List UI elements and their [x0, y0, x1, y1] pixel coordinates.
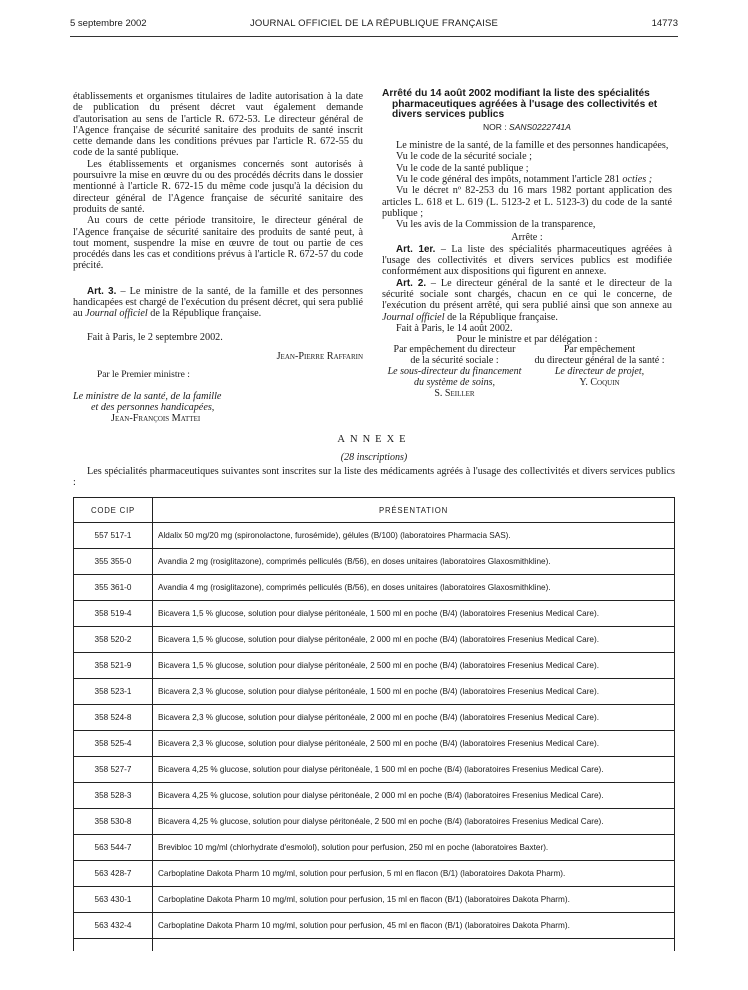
table-row [74, 705, 675, 731]
cell-presentation: Avandia 4 mg (rosiglitazone), comprimés pelliculés (B/56), en doses unitaires (laboratoires Glaxosmithkline). [153, 575, 675, 601]
cell-presentation: Bicavera 4,25 % glucose, solution pour dialyse péritonéale, 2 500 ml en poche (B/4) (laboratoires Fresenius Medical Care). [153, 809, 675, 835]
sig-right-line-2: du directeur général de la santé : [534, 355, 665, 367]
table-row [74, 601, 675, 627]
table-body [74, 523, 675, 952]
cell-code-cip: 358 523-1 [74, 679, 153, 705]
vu-3 [382, 174, 672, 185]
vu-3-octies: octies ; [622, 173, 653, 185]
left-par-le: Par le Premier ministre : [97, 370, 190, 381]
cell-code-cip: 358 524-8 [74, 705, 153, 731]
left-paragraph-2: Les établissements et organismes concernés sont autorisés à poursuivre la mise en œuvre du ou des procédés décrits dans le dossier mentionné à l'article R. 672-15 du même code jusqu'à la décision du directeur général de l'Agence française de sécurité sanitaire des produits de santé. [73, 158, 363, 215]
cell-presentation: Bicavera 2,3 % glucose, solution pour dialyse péritonéale, 2 500 ml en poche (B/4) (laboratoires Fresenius Medical Care). [153, 731, 675, 757]
left-paragraph-3: Au cours de cette période transitoire, le directeur général de l'Agence française de sécurité sanitaire des produits de santé peut, à tout moment, suspendre la mise en œuvre de tout ou partie de ces procédés dans les cas et conditions prévus à l'article R. 672-57 du code précité. [73, 215, 363, 272]
cell-empty [153, 939, 675, 952]
cell-code-cip: 358 519-4 [74, 601, 153, 627]
article-1-label: Art. 1er. [396, 243, 436, 255]
cip-table [73, 497, 675, 951]
cell-presentation: Carboplatine Dakota Pharm 10 mg/ml, solution pour perfusion, 5 ml en flacon (B/1) (laboratoires Dakota Pharm). [153, 861, 675, 887]
header-page-number: 14773 [651, 18, 678, 29]
cell-code-cip: 355 361-0 [74, 575, 153, 601]
nor-value: SANS0222741A [509, 121, 571, 132]
page-header [70, 18, 678, 32]
cell-presentation: Bicavera 1,5 % glucose, solution pour dialyse péritonéale, 2 000 ml en poche (B/4) (laboratoires Fresenius Medical Care). [153, 627, 675, 653]
left-column [73, 91, 363, 424]
nor-reference [382, 122, 672, 133]
article-2 [382, 278, 672, 323]
left-minister-name: Jean-François Mattei [111, 413, 201, 425]
cell-code-cip: 358 520-2 [74, 627, 153, 653]
header-code-cip: CODE CIP [74, 498, 153, 523]
sig-left-line-1: Par empêchement du directeur [393, 344, 516, 356]
right-column [382, 89, 672, 399]
right-fait: Fait à Paris, le 14 août 2002. [396, 322, 513, 334]
left-minister-line-1: Le ministre de la santé, de la famille [73, 390, 222, 402]
cell-presentation: Brevibloc 10 mg/ml (chlorhydrate d'esmolol), solution pour perfusion, 250 ml en poche (laboratoires Baxter). [153, 835, 675, 861]
cell-code-cip: 358 521-9 [74, 653, 153, 679]
cell-code-cip: 358 527-7 [74, 757, 153, 783]
table-row [74, 549, 675, 575]
article-1-text: – La liste des spécialités pharmaceutiques agréées à l'usage des collectivités et divers services publics est modifiée conformément aux dispositions qui figurent en annexe. [382, 243, 672, 278]
annexe-subtitle: (28 inscriptions) [340, 452, 408, 463]
cell-presentation: Bicavera 2,3 % glucose, solution pour dialyse péritonéale, 2 000 ml en poche (B/4) (laboratoires Fresenius Medical Care). [153, 705, 675, 731]
table-row [74, 731, 675, 757]
vu-5: Vu les avis de la Commission de la transparence, [396, 219, 596, 231]
sig-right-name: Y. Coquin [579, 376, 620, 388]
cell-code-cip: 358 530-8 [74, 809, 153, 835]
right-delegation: Pour le ministre et par délégation : [456, 334, 598, 346]
article-3-journal: Journal officiel [85, 308, 148, 320]
table-row [74, 575, 675, 601]
signature-left [382, 345, 527, 399]
article-3 [73, 286, 363, 320]
left-paragraph-1: établissements et organismes titulaires de ladite autorisation à la date de publication du présent décret vaut également demande d'autorisation au sens de l'article R. 672-53. Le directeur général de l'Agence française de sécurité sanitaire des produits de santé inscrit cette demande dans les conditions prévues par l'article R. 672-55 du code de la santé publique. [73, 91, 363, 159]
table-row [74, 783, 675, 809]
left-minister-line-2: et des personnes handicapées, [91, 401, 215, 413]
table-row [74, 835, 675, 861]
table-row [74, 757, 675, 783]
arrete-label: Arrête : [511, 232, 543, 244]
article-1 [382, 244, 672, 278]
table-row [74, 809, 675, 835]
article-3-text-a: – Le ministre de la santé, de la famille et des personnes handicapées est chargé de l'exécution du présent décret, qui sera publié au [73, 285, 363, 320]
table-row [74, 861, 675, 887]
vu-1: Vu le code de la sécurité sociale ; [396, 151, 533, 163]
article-3-text-b: de la République française. [147, 308, 262, 320]
cell-presentation: Bicavera 1,5 % glucose, solution pour dialyse péritonéale, 1 500 ml en poche (B/4) (laboratoires Fresenius Medical Care). [153, 601, 675, 627]
sig-left-line-3: Le sous-directeur du financement [387, 366, 522, 378]
vu-2: Vu le code de la santé publique ; [396, 162, 529, 174]
cell-presentation: Bicavera 4,25 % glucose, solution pour dialyse péritonéale, 2 000 ml en poche (B/4) (laboratoires Fresenius Medical Care). [153, 783, 675, 809]
header-date: 5 septembre 2002 [70, 18, 147, 29]
arrete-intro: Le ministre de la santé, de la famille et des personnes handicapées, [396, 140, 669, 152]
cell-code-cip: 358 525-4 [74, 731, 153, 757]
article-2-text-b: de la République française. [444, 311, 558, 323]
sig-left-line-2: de la sécurité sociale : [410, 355, 499, 367]
cell-empty [74, 939, 153, 952]
article-2-journal: Journal officiel [382, 311, 445, 323]
table-row [74, 913, 675, 939]
cell-code-cip: 563 432-4 [74, 913, 153, 939]
nor-label: NOR : [483, 121, 510, 132]
signatures [382, 345, 672, 399]
annexe-title: ANNEXE [337, 434, 411, 445]
table-row [74, 887, 675, 913]
cell-code-cip: 563 430-1 [74, 887, 153, 913]
cell-code-cip: 358 528-3 [74, 783, 153, 809]
cell-code-cip: 557 517-1 [74, 523, 153, 549]
article-3-label: Art. 3. [87, 285, 117, 297]
arrete-title-line-1: Arrêté du 14 août 2002 modifiant la liste des spécialités [382, 88, 650, 99]
cell-presentation: Carboplatine Dakota Pharm 10 mg/ml, solution pour perfusion, 45 ml en flacon (B/1) (laboratoires Dakota Pharm). [153, 913, 675, 939]
article-2-text-a: – Le directeur général de la santé et le directeur de la sécurité sociale sont chargés, chacun en ce qui le concerne, de l'exécution du présent arrêté, qui sera publié ainsi que son annexe au [382, 277, 672, 312]
cell-presentation: Bicavera 4,25 % glucose, solution pour dialyse péritonéale, 1 500 ml en poche (B/4) (laboratoires Fresenius Medical Care). [153, 757, 675, 783]
annexe-intro: Les spécialités pharmaceutiques suivantes sont inscrites sur la liste des médicaments agréés à l'usage des collectivités et divers services publics : [73, 466, 675, 488]
table-header-row [74, 498, 675, 523]
arrete-title [382, 89, 672, 121]
cell-presentation: Bicavera 1,5 % glucose, solution pour dialyse péritonéale, 2 500 ml en poche (B/4) (laboratoires Fresenius Medical Care). [153, 653, 675, 679]
sig-left-name: S. Seiller [434, 387, 475, 399]
arrete-title-line-3: divers services publics [392, 109, 505, 121]
vu-4: Vu le décret nº 82-253 du 16 mars 1982 portant application des articles L. 618 et L. 619 (L. 5123-2 et L. 5123-3) du code de la santé publique ; [382, 185, 672, 219]
signature-right [527, 345, 672, 399]
left-fait: Fait à Paris, le 2 septembre 2002. [87, 331, 223, 343]
table-row [74, 679, 675, 705]
arrete-title-line-2: pharmaceutiques agréées à l'usage des collectivités et [392, 98, 658, 110]
header-journal-title: JOURNAL OFFICIEL DE LA RÉPUBLIQUE FRANÇAISE [249, 18, 499, 29]
article-2-label: Art. 2. [396, 277, 427, 289]
sig-right-line-3: Le directeur de projet, [554, 366, 645, 378]
header-rule [70, 36, 678, 37]
header-presentation: PRÉSENTATION [153, 498, 675, 523]
cell-presentation: Avandia 2 mg (rosiglitazone), comprimés pelliculés (B/56), en doses unitaires (laboratoires Glaxosmithkline). [153, 549, 675, 575]
sig-right-line-1: Par empêchement [563, 344, 636, 356]
table-row [74, 523, 675, 549]
cell-code-cip: 355 355-0 [74, 549, 153, 575]
table-row [74, 627, 675, 653]
table-row [74, 653, 675, 679]
cell-presentation: Aldalix 50 mg/20 mg (spironolactone, furosémide), gélules (B/100) (laboratoires Pharmacia SAS). [153, 523, 675, 549]
cell-code-cip: 563 428-7 [74, 861, 153, 887]
sig-left-line-4: du système de soins, [413, 376, 496, 388]
vu-3-text: Vu le code général des impôts, notamment l'article 281 [396, 173, 623, 185]
cell-code-cip: 563 544-7 [74, 835, 153, 861]
left-signatory: Jean-Pierre Raffarin [276, 350, 363, 362]
cell-presentation: Bicavera 2,3 % glucose, solution pour dialyse péritonéale, 1 500 ml en poche (B/4) (laboratoires Fresenius Medical Care). [153, 679, 675, 705]
table-row-continued [74, 939, 675, 952]
cell-presentation: Carboplatine Dakota Pharm 10 mg/ml, solution pour perfusion, 15 ml en flacon (B/1) (laboratoires Dakota Pharm). [153, 887, 675, 913]
